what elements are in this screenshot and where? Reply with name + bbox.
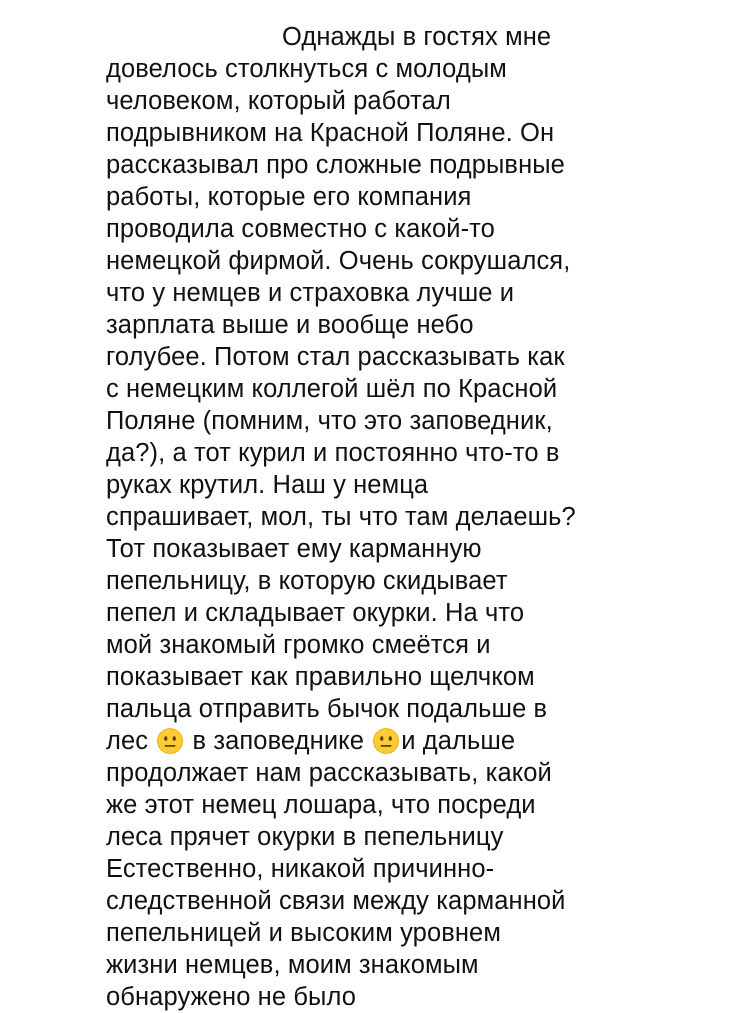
text-line-27: Естественно, никакой причинно- <box>106 855 495 883</box>
text-line-1: Однажды в гостях мне <box>282 23 552 51</box>
text-line-20: мой знакомый громко смеётся и <box>106 631 491 659</box>
text-line-19: пепел и складывает окурки. На что <box>106 599 525 627</box>
text-line-4: подрывником на Красной Поляне. Он <box>106 119 555 147</box>
text-line-25: же этот немец лошара, что посреди <box>106 791 536 819</box>
text-line-24: продолжает нам рассказывать, какой <box>106 759 552 787</box>
text-line-10: зарплата выше и вообще небо <box>106 311 474 339</box>
text-line-23-with-emoji <box>106 725 736 757</box>
neutral-face-emoji-icon <box>157 728 183 754</box>
text-line-11: голубее. Потом стал рассказывать как <box>106 343 565 371</box>
text-line-8: немецкой фирмой. Очень сокрушался, <box>106 247 571 275</box>
text-line-30: жизни немцев, моим знакомым <box>106 951 479 979</box>
text-line-12: с немецким коллегой шёл по Красной <box>106 375 558 403</box>
text-line-13: Поляне (помним, что это заповедник, <box>106 407 553 435</box>
text-line-15: руках крутил. Наш у немца <box>106 471 429 499</box>
text-segment-forest: лес <box>106 727 156 755</box>
text-line-21: показывает как правильно щелчком <box>106 663 535 691</box>
text-line-28: следственной связи между карманной <box>106 887 566 915</box>
text-line-3: человеком, который работал <box>106 87 451 115</box>
text-line-2: довелось столкнуться с молодым <box>106 55 507 83</box>
text-line-7: проводила совместно с какой-то <box>106 215 495 243</box>
story-text <box>106 21 736 1013</box>
text-line-9: что у немцев и страховка лучше и <box>106 279 515 307</box>
text-line-17: Тот показывает ему карманную <box>106 535 482 563</box>
text-line-29: пепельницей и высоким уровнем <box>106 919 501 947</box>
text-line-14: да?), а тот курил и постоянно что-то в <box>106 439 560 467</box>
text-segment-in-reserve: в заповеднике <box>185 727 372 755</box>
text-line-31: обнаружено не было <box>106 983 357 1011</box>
text-line-22: пальца отправить бычок подальше в <box>106 695 548 723</box>
text-line-26: леса прячет окурки в пепельницу <box>106 823 504 851</box>
text-segment-and-further: и дальше <box>401 727 516 755</box>
neutral-face-emoji-icon <box>373 728 399 754</box>
text-line-18: пепельницу, в которую скидывает <box>106 567 508 595</box>
text-line-6: работы, которые его компания <box>106 183 472 211</box>
text-line-16: спрашивает, мол, ты что там делаешь? <box>106 503 576 531</box>
text-line-5: рассказывал про сложные подрывные <box>106 151 565 179</box>
